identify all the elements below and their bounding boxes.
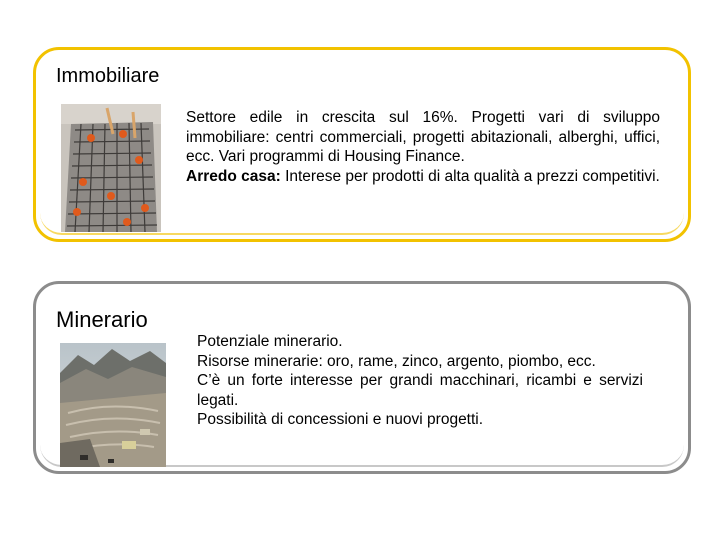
construction-site-image: [61, 104, 161, 232]
immobiliare-paragraph-2: Arredo casa: Interese per prodotti di alta qualità a prezzi competitivi.: [186, 167, 660, 185]
immobiliare-title: Immobiliare: [56, 65, 160, 87]
arredo-casa-label: Arredo casa:: [186, 167, 281, 185]
minerario-paragraph-3: C’è un forte interesse per grandi macchinari, ricambi e servizi legati.: [197, 372, 643, 409]
immobiliare-description: [186, 108, 660, 186]
minerario-description: [197, 332, 643, 430]
minerario-paragraph-1: Potenziale minerario.: [197, 333, 343, 350]
minerario-paragraph-4: Possibilità di concessioni e nuovi progetti.: [197, 411, 484, 428]
minerario-title: Minerario: [56, 307, 148, 332]
immobiliare-paragraph-1: Settore edile in crescita sul 16%. Progetti vari di sviluppo immobiliare: centri commerciali, progetti abitazionali, alberghi, uffici, ecc. Vari programmi di Housing Finance.: [186, 109, 660, 165]
mine-image: [60, 343, 166, 467]
minerario-paragraph-2: Risorse minerarie: oro, rame, zinco, argento, piombo, ecc.: [197, 352, 596, 370]
